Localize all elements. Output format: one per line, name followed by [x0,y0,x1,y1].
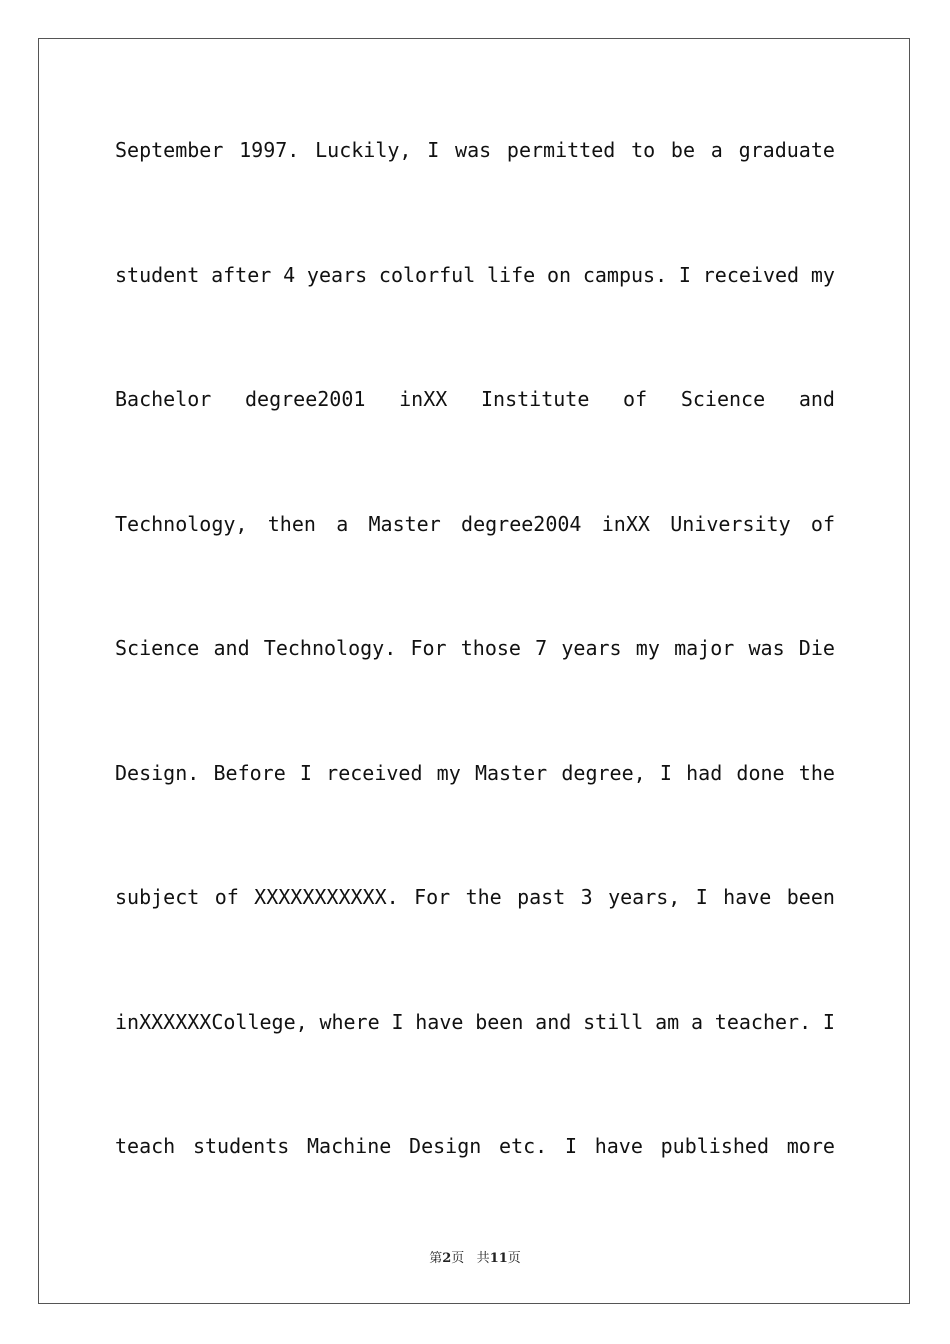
footer-page-prefix: 第 [429,1251,443,1266]
word: subject [115,885,200,909]
word: after [211,262,272,287]
word: my [635,636,660,660]
word: of [214,885,239,909]
word: permitted [506,138,616,162]
word: XXXXXXXXXXX. [254,885,399,909]
text-line [115,753,835,878]
word: Design. [115,760,200,785]
word: students [192,1134,290,1158]
word: Before [213,760,286,785]
word: For [410,636,447,660]
word: Bachelor [115,387,212,411]
word: where [319,1009,380,1034]
footer-page-suffix: 页 [451,1251,465,1266]
word: I [659,760,672,785]
footer-total-pages: 11 [489,1251,508,1266]
word: life [487,262,536,287]
word: Luckily, [315,138,412,162]
word: Science [115,636,200,660]
word: 7 [535,636,548,660]
word: received [326,760,423,785]
word: major [674,636,735,660]
word: Design [409,1134,482,1158]
word: on [546,262,572,287]
word: be [670,138,696,162]
word: of [623,387,648,411]
word: have [594,1134,643,1158]
word: teacher. [714,1009,812,1034]
word: Machine [307,1134,392,1158]
word: etc. [499,1134,548,1158]
word: 1997. [239,138,300,162]
word: teach [115,1134,176,1158]
word: the [798,760,835,785]
word: Master [368,511,441,536]
word: I [299,760,312,785]
text-line [115,877,835,1002]
word: I [427,138,440,162]
word: Technology, [115,511,248,536]
word: colorful [378,262,476,287]
word: to [631,138,656,162]
text-line [115,1002,835,1127]
word: degree2001 [245,387,366,411]
word: more [786,1134,835,1158]
word: my [810,262,835,287]
word: of [810,511,835,536]
body-text [115,130,835,1251]
text-line [115,255,835,380]
word: those [460,636,521,660]
word: the [465,885,502,909]
word: and [535,1009,572,1034]
word: been [475,1009,524,1034]
word: was [748,636,785,660]
text-line [115,130,835,255]
word: had [686,760,723,785]
word: and [213,636,250,660]
word: I [564,1134,577,1158]
word: have [415,1009,464,1034]
word: was [455,138,492,162]
word: a [690,1009,703,1034]
word: then [267,511,316,536]
text-line [115,379,835,504]
text-line [115,1126,835,1251]
word: still [583,1009,644,1034]
word: and [798,387,835,411]
word: September [115,138,224,162]
word: For [414,885,451,909]
word: done [736,760,785,785]
word: Die [798,636,835,660]
word: inXXXXXXCollege, [115,1009,308,1034]
text-line [115,504,835,629]
word: degree2004 [461,511,582,536]
page-footer [0,1247,950,1266]
word: years [306,262,368,287]
word: I [678,262,691,287]
word: years [561,636,622,660]
word: my [436,760,461,785]
word: am [655,1009,680,1034]
word: a [336,511,349,536]
word: Master [474,760,548,785]
footer-total-suffix: 页 [507,1251,521,1266]
word: Institute [480,387,590,411]
word: degree, [561,760,646,785]
word: been [786,885,835,909]
word: 4 [283,262,296,287]
text-line [115,628,835,753]
word: I [391,1009,404,1034]
word: I [695,885,708,909]
word: student [115,262,200,287]
word: years, [608,885,681,909]
word: 3 [580,885,593,909]
word: inXX [399,387,448,411]
word: I [822,1009,835,1034]
word: Technology. [263,636,397,660]
word: inXX [601,511,650,536]
word: past [517,885,566,909]
word: have [723,885,772,909]
word: published [660,1134,769,1158]
footer-total-prefix: 共 [476,1251,490,1266]
word: Science [680,387,766,411]
word: a [710,138,723,162]
word: campus. [582,262,668,287]
word: University [670,511,791,536]
word: received [702,262,800,287]
footer-page-number: 2 [442,1251,452,1266]
word: graduate [738,138,835,162]
